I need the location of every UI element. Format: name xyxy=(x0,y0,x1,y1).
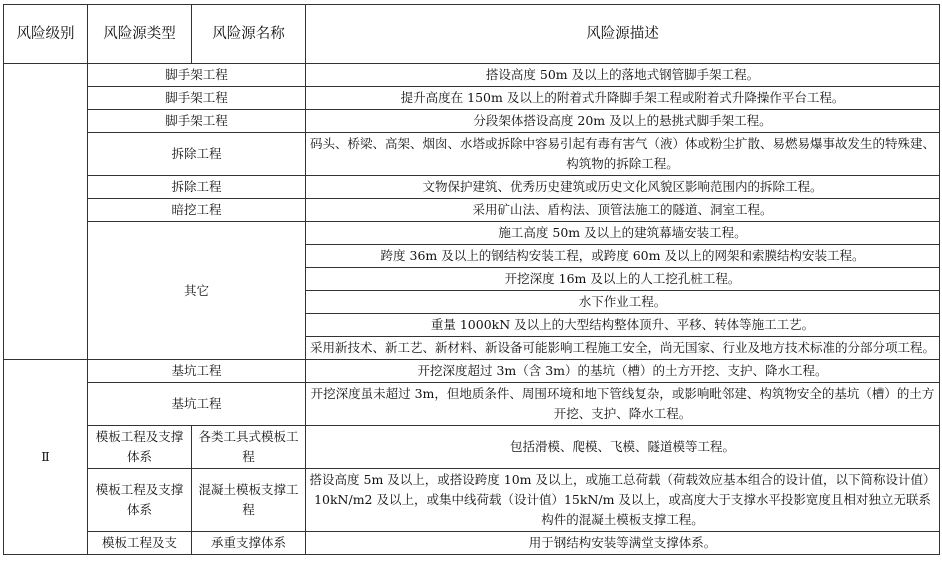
risk-description-cell: 施工高度 50m 及以上的建筑幕墙安装工程。 xyxy=(306,222,940,245)
risk-type-cell: 脚手架工程 xyxy=(88,110,306,133)
risk-level-cell: Ⅱ xyxy=(4,360,88,555)
table-row xyxy=(4,176,940,199)
risk-description-cell: 开挖深度 16m 及以上的人工挖孔桩工程。 xyxy=(306,268,940,291)
risk-description-cell: 水下作业工程。 xyxy=(306,291,940,314)
table-row xyxy=(4,383,940,426)
risk-name-cell: 承重支撑体系 xyxy=(192,532,306,555)
table-header-row xyxy=(4,5,940,64)
risk-name-cell: 混凝土模板支撑工程 xyxy=(192,469,306,532)
risk-type-cell: 拆除工程 xyxy=(88,133,306,176)
risk-level-cell-blank xyxy=(4,64,88,360)
table-row xyxy=(4,133,940,176)
risk-description-cell: 文物保护建筑、优秀历史建筑或历史文化风貌区影响范围内的拆除工程。 xyxy=(306,176,940,199)
header-risk-name: 风险源名称 xyxy=(192,5,306,64)
risk-description-cell: 搭设高度 5m 及以上，或搭设跨度 10m 及以上，或施工总荷载（荷载效应基本组合的设计值，以下简称设计值）10kN/m2 及以上，或集中线荷载（设计值）15kN/m 及以上，或高度大于支撑水平投影宽度且相对独立无联系构件的混凝土模板支撑工程。 xyxy=(306,469,940,532)
risk-type-cell: 基坑工程 xyxy=(88,360,306,383)
risk-type-cell: 脚手架工程 xyxy=(88,87,306,110)
risk-type-cell: 模板工程及支撑体系 xyxy=(88,469,192,532)
risk-type-cell-other: 其它 xyxy=(88,222,306,360)
table-row xyxy=(4,87,940,110)
risk-description-cell: 重量 1000kN 及以上的大型结构整体顶升、平移、转体等施工工艺。 xyxy=(306,314,940,337)
risk-type-cell: 拆除工程 xyxy=(88,176,306,199)
table-row xyxy=(4,110,940,133)
risk-description-cell: 采用新技术、新工艺、新材料、新设备可能影响工程施工安全，尚无国家、行业及地方技术标准的分部分项工程。 xyxy=(306,337,940,360)
table-row xyxy=(4,360,940,383)
risk-description-cell: 分段架体搭设高度 20m 及以上的悬挑式脚手架工程。 xyxy=(306,110,940,133)
risk-description-cell: 开挖深度虽未超过 3m，但地质条件、周围环境和地下管线复杂，或影响毗邻建、构筑物安全的基坑（槽）的土方开挖、支护、降水工程。 xyxy=(306,383,940,426)
risk-description-cell: 用于钢结构安装等满堂支撑体系。 xyxy=(306,532,940,555)
risk-type-cell: 模板工程及支撑体系 xyxy=(88,426,192,469)
risk-source-table xyxy=(3,4,940,555)
risk-description-cell: 开挖深度超过 3m（含 3m）的基坑（槽）的土方开挖、支护、降水工程。 xyxy=(306,360,940,383)
risk-type-cell: 暗挖工程 xyxy=(88,199,306,222)
risk-description-cell: 跨度 36m 及以上的钢结构安装工程，或跨度 60m 及以上的网架和索膜结构安装工程。 xyxy=(306,245,940,268)
table-row xyxy=(4,222,940,245)
risk-description-cell: 码头、桥梁、高架、烟囱、水塔或拆除中容易引起有毒有害气（液）体或粉尘扩散、易燃易爆事故发生的特殊建、构筑物的拆除工程。 xyxy=(306,133,940,176)
table-row xyxy=(4,532,940,555)
header-risk-level: 风险级别 xyxy=(4,5,88,64)
table-row xyxy=(4,64,940,87)
risk-type-cell: 基坑工程 xyxy=(88,383,306,426)
table-row xyxy=(4,426,940,469)
table-row xyxy=(4,469,940,532)
header-risk-type: 风险源类型 xyxy=(88,5,192,64)
risk-description-cell: 包括滑模、爬模、飞模、隧道模等工程。 xyxy=(306,426,940,469)
risk-description-cell: 提升高度在 150m 及以上的附着式升降脚手架工程或附着式升降操作平台工程。 xyxy=(306,87,940,110)
risk-description-cell: 采用矿山法、盾构法、顶管法施工的隧道、洞室工程。 xyxy=(306,199,940,222)
risk-type-cell: 模板工程及支 xyxy=(88,532,192,555)
header-risk-description: 风险源描述 xyxy=(306,5,940,64)
risk-name-cell: 各类工具式模板工程 xyxy=(192,426,306,469)
risk-type-cell: 脚手架工程 xyxy=(88,64,306,87)
table-row xyxy=(4,199,940,222)
risk-description-cell: 搭设高度 50m 及以上的落地式钢管脚手架工程。 xyxy=(306,64,940,87)
